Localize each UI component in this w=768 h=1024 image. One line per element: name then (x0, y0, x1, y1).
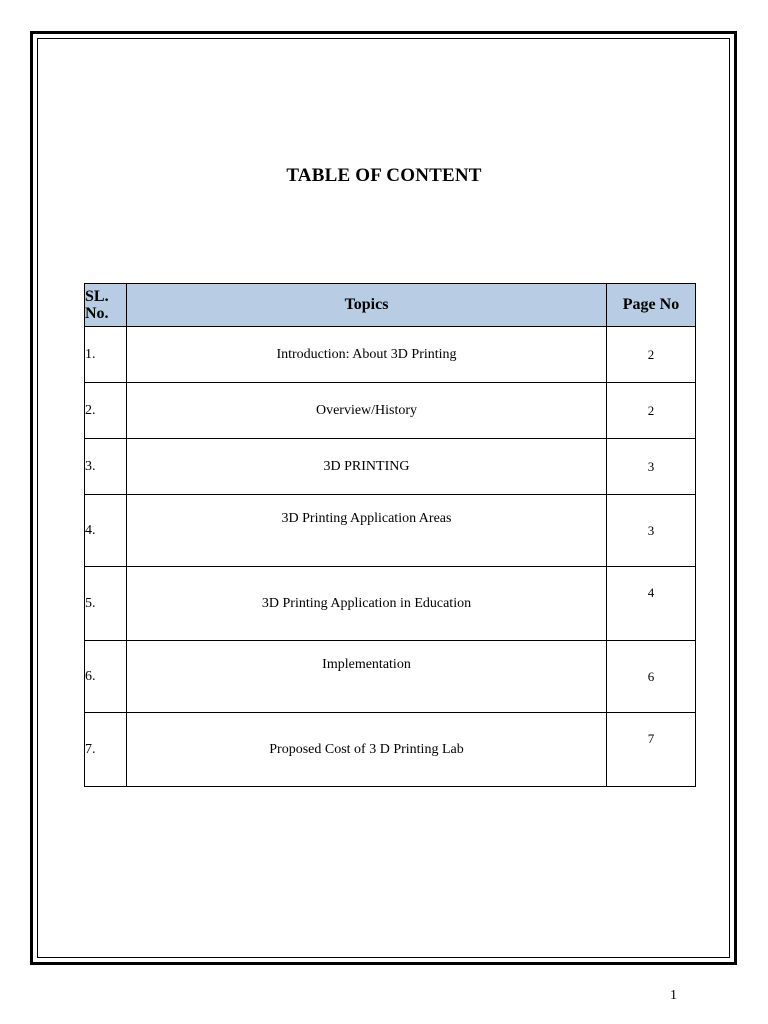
table-row (85, 383, 696, 439)
page-number: 1 (670, 988, 677, 1003)
row-sl-no: 6. (85, 641, 127, 713)
table-row (85, 327, 696, 383)
table-row (85, 439, 696, 495)
table-row (85, 495, 696, 567)
table-row (85, 641, 696, 713)
row-topic: Implementation (127, 641, 607, 713)
row-sl-no: 5. (85, 567, 127, 641)
page-title: TABLE OF CONTENT (286, 165, 482, 186)
row-topic: Overview/History (127, 383, 607, 439)
row-sl-no: 7. (85, 713, 127, 787)
row-sl-no: 3. (85, 439, 127, 495)
row-sl-no: 1. (85, 327, 127, 383)
row-page-no: 7 (607, 713, 696, 787)
row-page-no: 3 (607, 495, 696, 567)
header-sl-no: SL. No. (85, 284, 127, 327)
row-topic: 3D Printing Application Areas (127, 495, 607, 567)
table-row (85, 567, 696, 641)
table-header-row (85, 284, 696, 327)
row-sl-no: 4. (85, 495, 127, 567)
table-of-contents (84, 283, 696, 787)
row-sl-no: 2. (85, 383, 127, 439)
row-topic: Introduction: About 3D Printing (127, 327, 607, 383)
row-page-no: 4 (607, 567, 696, 641)
row-page-no: 3 (607, 439, 696, 495)
row-topic: Proposed Cost of 3 D Printing Lab (127, 713, 607, 787)
row-page-no: 6 (607, 641, 696, 713)
table-row (85, 713, 696, 787)
row-topic: 3D PRINTING (127, 439, 607, 495)
header-topics: Topics (127, 284, 607, 327)
header-page-no: Page No (607, 284, 696, 327)
row-page-no: 2 (607, 383, 696, 439)
row-page-no: 2 (607, 327, 696, 383)
row-topic: 3D Printing Application in Education (127, 567, 607, 641)
